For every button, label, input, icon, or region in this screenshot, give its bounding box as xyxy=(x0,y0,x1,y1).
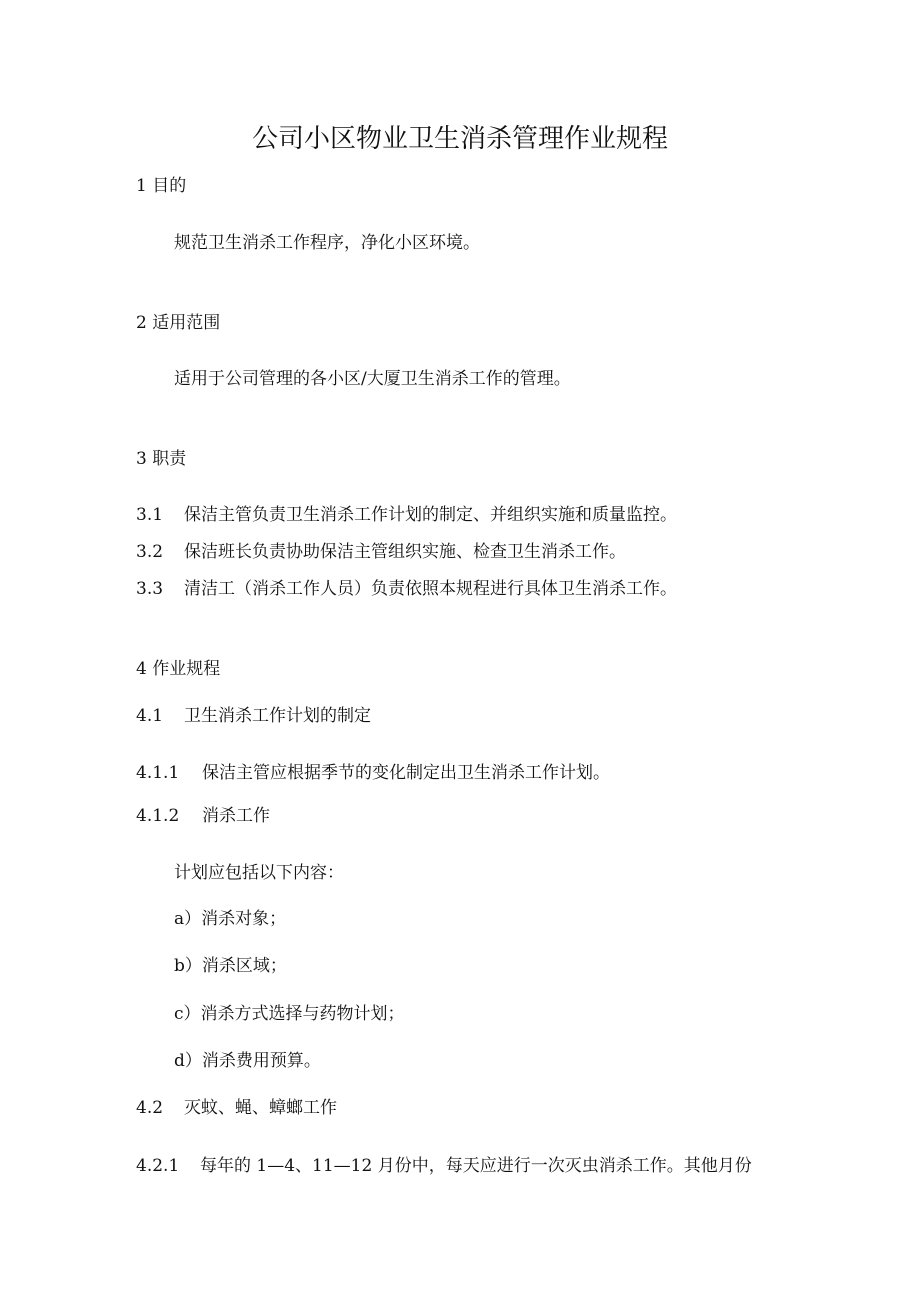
clause-text: 保洁主管应根据季节的变化制定出卫生消杀工作计划。 xyxy=(202,763,610,783)
item-number: 3.2 xyxy=(136,542,164,562)
plan-item: c）消杀方式选择与药物计划； xyxy=(174,1004,405,1024)
clause-text: 每年的 1—4、11—12 月份中，每天应进行一次灭虫消杀工作。其他月份 xyxy=(200,1156,752,1176)
subsection-number: 4.2 xyxy=(136,1098,164,1118)
section-3-heading: 3 职责 xyxy=(136,449,187,469)
item-number: 3.1 xyxy=(136,505,164,525)
subsection-heading xyxy=(136,1097,337,1119)
clause-text: 消杀工作 xyxy=(202,806,270,826)
item-text: 清洁工（消杀工作人员）负责依照本规程进行具体卫生消杀工作。 xyxy=(184,579,677,599)
clause-number: 4.1.1 xyxy=(136,763,180,783)
clause-number: 4.1.2 xyxy=(136,806,180,826)
clause xyxy=(136,1155,752,1177)
clause-number: 4.2.1 xyxy=(136,1156,180,1176)
section-2-heading: 2 适用范围 xyxy=(136,313,221,333)
list-item xyxy=(136,504,677,526)
plan-intro: 计划应包括以下内容： xyxy=(174,863,344,883)
list-item xyxy=(136,578,677,600)
clause xyxy=(136,805,270,827)
section-1-heading: 1 目的 xyxy=(136,176,187,196)
plan-item: b）消杀区域； xyxy=(174,956,287,976)
item-text: 保洁班长负责协助保洁主管组织实施、检查卫生消杀工作。 xyxy=(184,542,626,562)
section-1-body: 规范卫生消杀工作程序，净化小区环境。 xyxy=(174,233,480,253)
subsection-title: 卫生消杀工作计划的制定 xyxy=(184,706,371,726)
section-2-body: 适用于公司管理的各小区/大厦卫生消杀工作的管理。 xyxy=(174,369,571,389)
subsection-title: 灭蚊、蝇、蟑螂工作 xyxy=(184,1098,337,1118)
page-title: 公司小区物业卫生消杀管理作业规程 xyxy=(251,124,668,154)
plan-item: a）消杀对象； xyxy=(174,909,287,929)
plan-item: d）消杀费用预算。 xyxy=(174,1051,321,1071)
item-number: 3.3 xyxy=(136,579,164,599)
subsection-number: 4.1 xyxy=(136,706,164,726)
subsection-heading xyxy=(136,705,371,727)
list-item xyxy=(136,541,626,563)
item-text: 保洁主管负责卫生消杀工作计划的制定、并组织实施和质量监控。 xyxy=(184,505,677,525)
clause xyxy=(136,762,610,784)
section-4-heading: 4 作业规程 xyxy=(136,659,221,679)
